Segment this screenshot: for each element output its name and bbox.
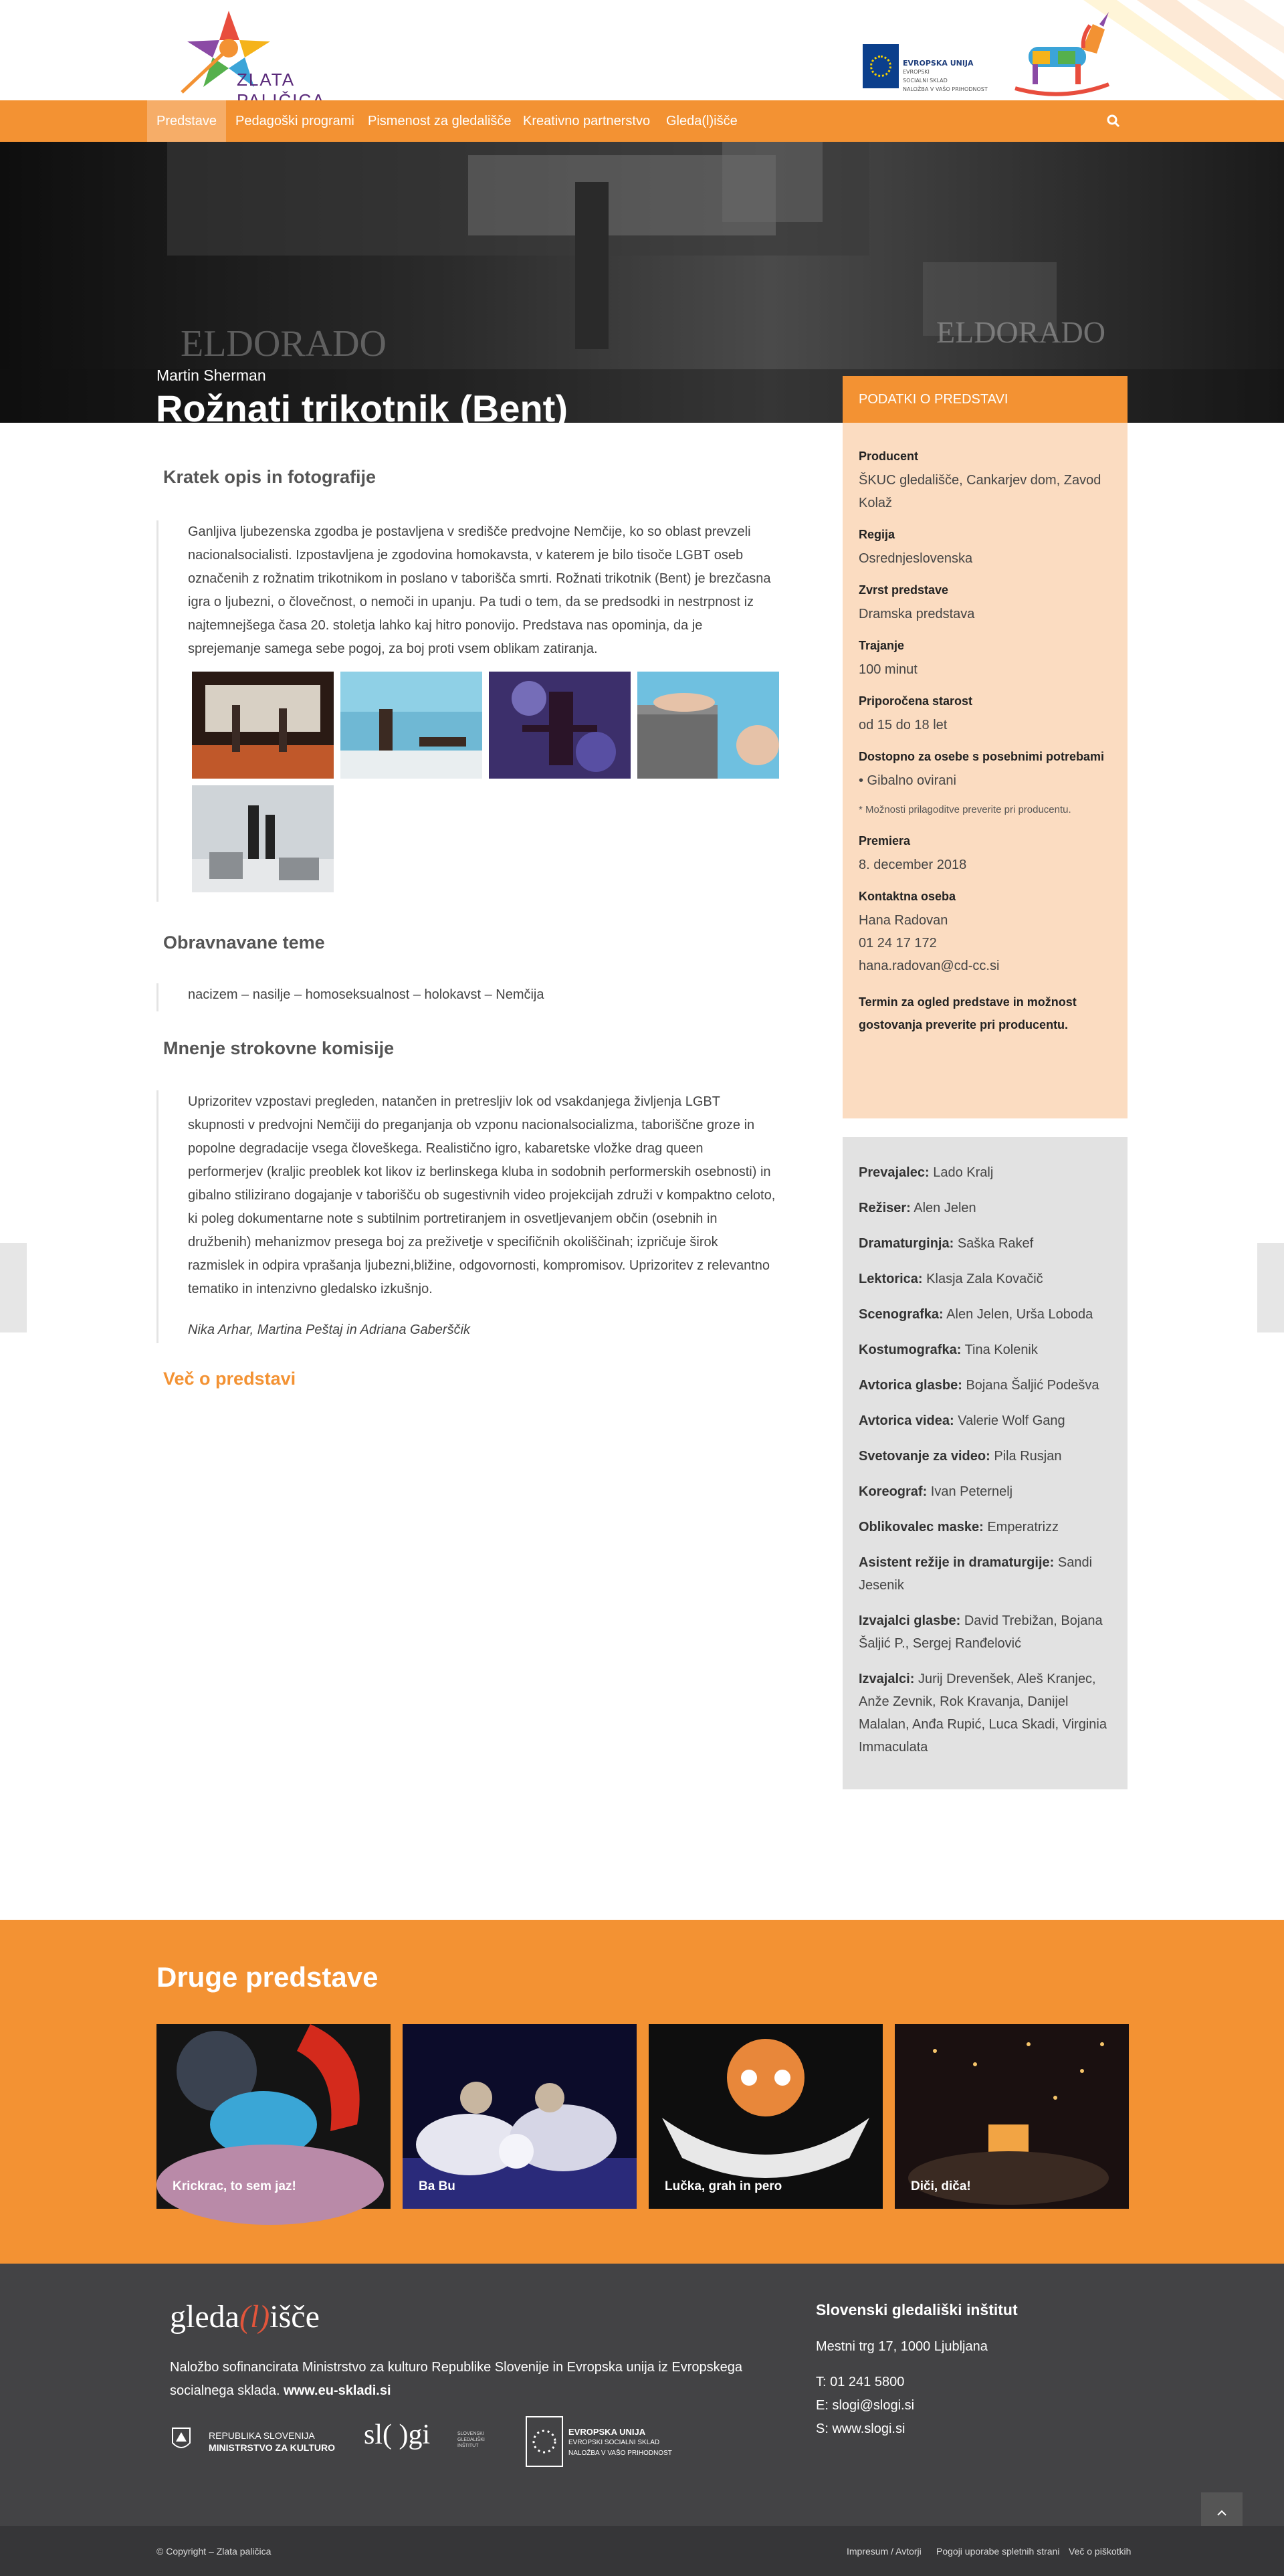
show-card[interactable]	[649, 2024, 883, 2209]
vec-o-predstavi-link[interactable]: Več o predstavi	[163, 1369, 296, 1389]
nav-item-predstave[interactable]: Predstave	[147, 100, 226, 142]
show-card-title: Lučka, grah in pero	[665, 2179, 782, 2193]
credit-item: Koreograf: Ivan Peternelj	[859, 1484, 1013, 1499]
footer-email: E: slogi@slogi.si	[816, 2398, 915, 2413]
eu-stars-icon	[526, 2416, 563, 2467]
info-box	[843, 423, 1128, 1118]
ministry-logo[interactable]	[170, 2423, 370, 2460]
footer-phone: T: 01 241 5800	[816, 2375, 905, 2389]
show-card-title: Diči, diča!	[911, 2179, 971, 2193]
credit-item: Oblikovalec maske: Emperatrizz	[859, 1520, 1059, 1534]
copyright: © Copyright – Zlata paličica	[156, 2546, 272, 2557]
dostopno-label: Dostopno za osebe s posebnimi potrebami	[859, 750, 1105, 763]
teme-block	[156, 983, 793, 1011]
rocking-horse-icon	[1008, 9, 1115, 96]
pogoji-uporabe-link[interactable]: Pogoji uporabe spletnih strani	[936, 2546, 1060, 2557]
gallery-thumb[interactable]	[192, 672, 334, 779]
footer-org-title: Slovenski gledališki inštitut	[816, 2301, 1018, 2318]
search-icon[interactable]	[1105, 112, 1122, 130]
termin-note: Termin za ogled predstave in možnost gostovanja preverite pri producentu.	[859, 995, 1077, 1031]
logo-text: ZLATA	[237, 70, 294, 90]
show-card-title: Krickrac, to sem jaz!	[173, 2179, 296, 2193]
gallery-thumb[interactable]	[340, 672, 482, 779]
slogi-logo[interactable]: sl( )gi SLOVENSKI GLEDALIŠKI INŠTITUT	[364, 2419, 485, 2450]
credit-item: Izvajalci glasbe: David Trebižan, Bojana Šaljić P., Sergej Ranđelović	[859, 1613, 1103, 1651]
dostopno-value: • Gibalno ovirani	[859, 773, 956, 788]
site-logo[interactable]	[175, 5, 376, 94]
trajanje-label: Trajanje	[859, 639, 905, 652]
eu-logo-text: EVROPSKA UNIJA EVROPSKI SOCIALNI SKLAD NALOŽBA V VAŠO PRIHODNOST	[903, 59, 988, 92]
credit-item: Asistent režije in dramaturgije: Sandi Jesenik	[859, 1555, 1093, 1593]
regija-value: Osrednjeslovenska	[859, 551, 973, 566]
kontakt-label: Kontaktna oseba	[859, 890, 956, 903]
eu-flag-icon	[863, 44, 899, 88]
credit-item: Svetovanje za video: Pila Rusjan	[859, 1449, 1062, 1464]
next-arrow[interactable]	[1257, 1243, 1284, 1332]
trajanje-value: 100 minut	[859, 662, 918, 677]
piskotki-link[interactable]: Več o piškotkih	[1069, 2546, 1132, 2557]
footer-funding-text: Naložbo sofinancirata Ministrstvo za kulturo Republike Slovenije in Evropska unija iz Evropskega socialnega sklada. www.eu-skladi.si	[170, 2360, 742, 2398]
zvrst-value: Dramska predstava	[859, 607, 975, 621]
footer-email-link[interactable]: slogi@slogi.si	[832, 2398, 915, 2413]
hero-subtitle: Dramska predstava | ŠKUC gledališče, Cankarjev dom, Zavod Kolaž	[156, 443, 522, 456]
kontakt-name: Hana Radovan	[859, 913, 948, 928]
nav-item-kreativno-partnerstvo[interactable]: Kreativno partnerstvo	[523, 114, 651, 128]
kontakt-phone: 01 24 17 172	[859, 936, 937, 951]
info-box-heading: PODATKI O PREDSTAVI	[843, 376, 1128, 423]
producent-label: Producent	[859, 450, 919, 463]
other-shows-title: Druge predstave	[156, 1961, 379, 1993]
nav-item-pismenost[interactable]: Pismenost za gledališče	[368, 114, 512, 128]
header	[0, 0, 1284, 100]
starost-value: od 15 do 18 let	[859, 718, 948, 732]
show-card[interactable]	[403, 2024, 637, 2209]
footer-site-link[interactable]: www.slogi.si	[832, 2421, 905, 2436]
footer-contact	[816, 2301, 1018, 2441]
credit-item: Dramaturginja: Saška Rakef	[859, 1236, 1034, 1251]
show-card[interactable]	[156, 2024, 391, 2209]
prev-arrow[interactable]	[0, 1243, 27, 1332]
show-card[interactable]	[895, 2024, 1129, 2209]
credit-item: Scenografka: Alen Jelen, Urša Loboda	[859, 1307, 1093, 1322]
credits-box	[843, 1137, 1128, 1789]
mnenje-signature: Nika Arhar, Martina Peštaj in Adriana Gaberščik	[188, 1322, 471, 1337]
mnenje-text: Uprizoritev vzpostavi pregleden, natančen in pretresljiv lok od vsakdanjega življenja LGBT skupnosti v predvojni Nemčiji do preganjanja ob vzponu nacionalsocializma, taboriščne groze in popolne degradacije vsega človeškega. Realistično igro, kabaretske vložke drag queen performerjev (kraljic preoblek kot likov iz berlinskega kluba in sodobnih performerskih osebnosti) in gibalno stilizirano dogajanje v taborišču ob sugestivnih video projekcijah združi v kompaktno celoto, ki poleg dokumentarne note s subtilnim portretiranjem in osvetljevanjem občin (osebnih in družbenih) mehanizmov presega boj za preživetje v specifičnih okoliščinah; izpričuje širok razmislek in odpira vprašanja ljubezni,bližine, odgovornosti, kompromisov. Uprizoritev z relevantno tematiko in intenzivno gledalsko izkušnjo.	[188, 1094, 776, 1296]
section-title-mnenje: Mnenje strokovne komisije	[163, 1038, 395, 1058]
gledalisce-logo[interactable]: gleda(l)išče	[170, 2299, 320, 2335]
kontakt-email[interactable]: hana.radovan@cd-cc.si	[859, 959, 1000, 973]
page-title: Rožnati trikotnik (Bent)	[156, 387, 568, 429]
credit-item: Avtorica glasbe: Bojana Šaljić Podešva	[859, 1378, 1099, 1393]
section-title-opis: Kratek opis in fotografije	[163, 467, 377, 487]
starost-label: Priporočena starost	[859, 694, 973, 708]
show-card-title: Ba Bu	[419, 2179, 455, 2193]
producent-value: ŠKUC gledališče, Cankarjev dom, Zavod Kolaž	[859, 473, 1101, 510]
credit-item: Kostumografka: Tina Kolenik	[859, 1343, 1038, 1357]
svg-text:ELDORADO: ELDORADO	[181, 323, 387, 365]
opis-block	[156, 520, 793, 902]
eu-footer-logo[interactable]	[526, 2416, 672, 2470]
ministry-logo-text: REPUBLIKA SLOVENIJA MINISTRSTVO ZA KULTURO	[209, 2430, 335, 2453]
nav-item-gledalisce[interactable]: Gleda(l)išče	[666, 114, 738, 128]
opis-text: Ganljiva ljubezenska zgodba je postavljena v središče predvojne Nemčije, ko so oblast prevzeli nacionalsocialisti. Izpostavljena je zgodovina homokavsta, v katerem je bilo tisoče LGBT oseb označenih z rožnatim trikotnikom in poslano v taborišča smrti. Rožnati trikotnik (Bent) je brezčasna igra o ljubezni, o človečnost, o nemoči in upanju. Pa tudi o tem, da se predsodki in nestrpnost iz najtemnejšega časa 20. stoletja lahko kaj hitro ponovijo. Predstava nas opominja, da je sprejemanje samega sebe pogoj, za boj proti vsem oblikam zatiranja.	[188, 524, 771, 656]
impresum-link[interactable]: Impresum / Avtorji	[847, 2546, 922, 2557]
credit-item: Izvajalci: Jurij Drevenšek, Aleš Kranjec, Anže Zevnik, Rok Kravanja, Danijel Malalan, Anđa Rupić, Luca Skadi, Virginia Immaculata	[859, 1672, 1107, 1755]
credit-item: Avtorica videa: Valerie Wolf Gang	[859, 1413, 1065, 1428]
svg-text:ELDORADO: ELDORADO	[936, 315, 1105, 349]
regija-label: Regija	[859, 528, 895, 541]
eu-skladi-link[interactable]: www.eu-skladi.si	[284, 2383, 391, 2398]
premiera-label: Premiera	[859, 834, 911, 848]
mnenje-block	[156, 1090, 793, 1343]
gallery-thumb[interactable]	[192, 785, 334, 892]
prilagoditve-note: * Možnosti prilagoditve preverite pri producentu.	[859, 804, 1071, 815]
bottom-bar	[0, 2526, 1284, 2576]
section-title-teme: Obravnavane teme	[163, 932, 325, 953]
gallery-thumb[interactable]	[637, 672, 779, 779]
main-nav	[0, 100, 1284, 142]
eu-logo	[863, 44, 988, 92]
nav-item-pedagoski-programi[interactable]: Pedagoški programi	[235, 114, 354, 128]
eu-footer-logo-text: EVROPSKA UNIJA EVROPSKI SOCIALNI SKLAD NALOŽBA V VAŠO PRIHODNOST	[568, 2427, 672, 2457]
credit-item: Prevajalec: Lado Kralj	[859, 1165, 994, 1180]
zvrst-label: Zvrst predstave	[859, 583, 949, 597]
credit-item: Lektorica: Klasja Zala Kovačič	[859, 1272, 1043, 1286]
footer	[0, 2264, 1284, 2526]
credit-item: Režiser: Alen Jelen	[859, 1201, 976, 1215]
premiera-value: 8. december 2018	[859, 858, 967, 872]
hero-author: Martin Sherman	[156, 367, 266, 384]
gallery-thumb[interactable]	[489, 672, 631, 779]
teme-text: nacizem – nasilje – homoseksualnost – holokavst – Nemčija	[188, 987, 544, 1002]
footer-site: S: www.slogi.si	[816, 2421, 905, 2436]
other-shows-section	[0, 1920, 1284, 2264]
footer-address: Mestni trg 17, 1000 Ljubljana	[816, 2339, 988, 2354]
